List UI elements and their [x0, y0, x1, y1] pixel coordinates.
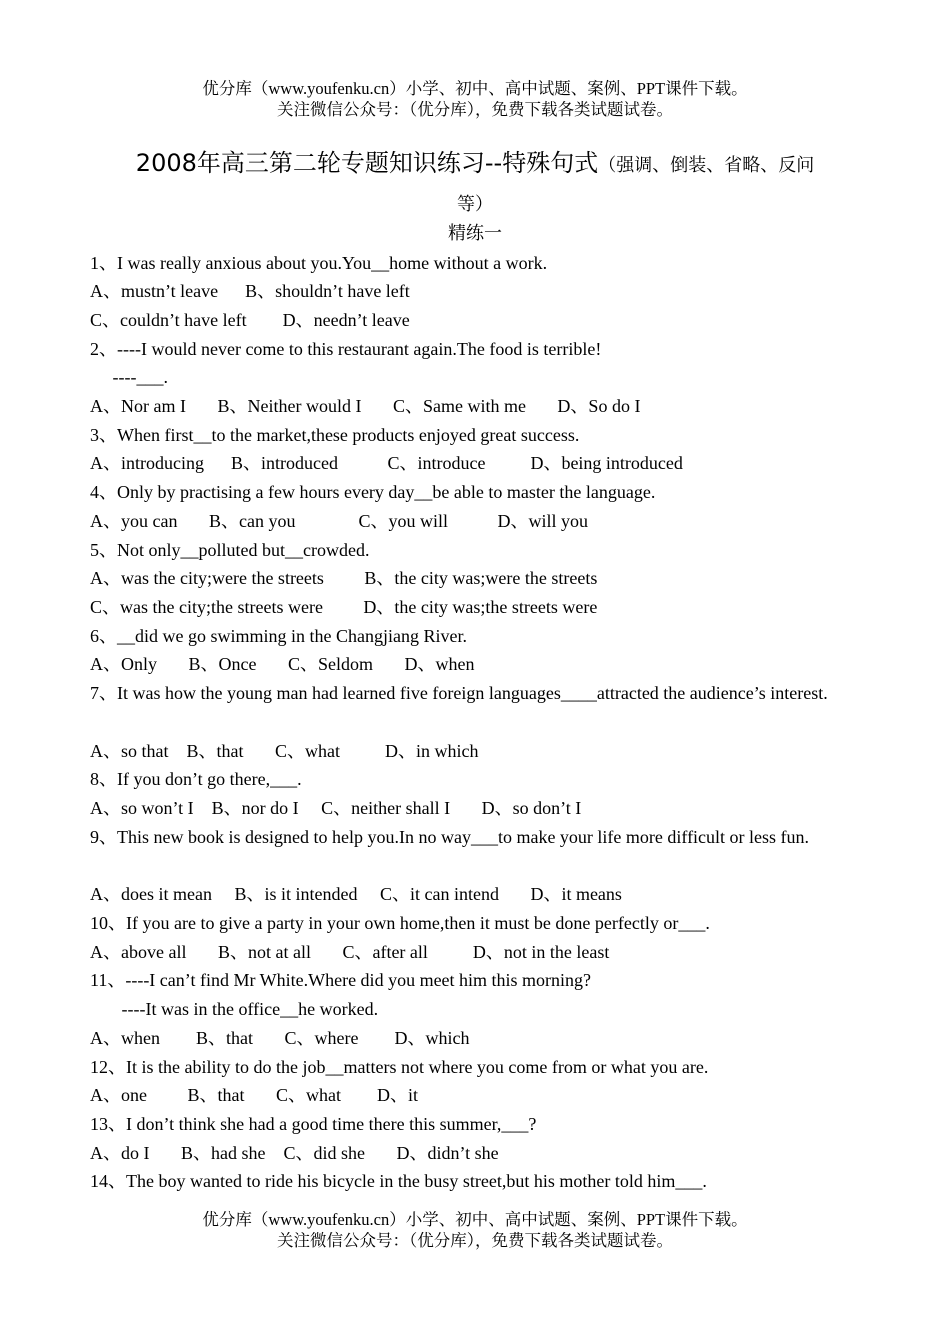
question-2: 2、----I would never come to this restaurant again.The food is terrible!	[90, 339, 602, 359]
question-1: 1、I was really anxious about you.You__home without a work.	[90, 253, 548, 273]
title-continuation: 等）	[457, 194, 493, 214]
question-8-options: A、so won’t I B、nor do I C、neither shall I D、so don’t I	[90, 798, 582, 818]
question-7-options: A、so that B、that C、what D、in which	[90, 741, 479, 761]
question-7	[90, 679, 850, 708]
document-title	[90, 148, 860, 181]
page-footer	[0, 1209, 950, 1251]
question-11-reply: ----It was in the office__he worked.	[90, 999, 379, 1019]
question-10-options: A、above all B、not at all C、after all D、not in the least	[90, 942, 610, 962]
question-4: 4、Only by practising a few hours every day__be able to master the language.	[90, 482, 656, 502]
question-9	[90, 823, 850, 852]
header-line-1: 优分库（www.youfenku.cn）小学、初中、高中试题、案例、PPT课件下载。	[202, 79, 748, 98]
question-11-options: A、when B、that C、where D、which	[90, 1028, 470, 1048]
page-header	[0, 78, 950, 120]
question-5-options-ab: A、was the city;were the streets B、the city was;were the streets	[90, 568, 598, 588]
section-heading: 精练一	[448, 223, 502, 243]
title-sub: （强调、倒装、省略、反问	[598, 155, 815, 176]
question-12-options: A、one B、that C、what D、it	[90, 1085, 418, 1105]
question-4-options: A、you can B、can you C、you will D、will you	[90, 511, 588, 531]
question-1-options-cd: C、couldn’t have left D、needn’t leave	[90, 310, 410, 330]
question-2-reply: ----___.	[90, 367, 168, 387]
question-5: 5、Not only__polluted but__crowded.	[90, 540, 370, 560]
question-6: 6、__did we go swimming in the Changjiang River.	[90, 626, 467, 646]
question-2-options: A、Nor am I B、Neither would I C、Same with me D、So do I	[90, 396, 641, 416]
question-3: 3、When first__to the market,these products enjoyed great success.	[90, 425, 580, 445]
question-5-options-cd: C、was the city;the streets were D、the city was;the streets were	[90, 597, 598, 617]
question-7-text: 7、It was how the young man had learned five foreign languages____attracted the audience’s interest.	[90, 683, 828, 703]
question-1-options-ab: A、mustn’t leave B、shouldn’t have left	[90, 281, 410, 301]
question-11: 11、----I can’t find Mr White.Where did you meet him this morning?	[90, 970, 592, 990]
question-13-options: A、do I B、had she C、did she D、didn’t she	[90, 1143, 499, 1163]
question-12: 12、It is the ability to do the job__matters not where you come from or what you are.	[90, 1057, 709, 1077]
question-10: 10、If you are to give a party in your own home,then it must be done perfectly or___.	[90, 913, 710, 933]
question-9-text: 9、This new book is designed to help you.In no way___to make your life more difficult or less fun.	[90, 827, 810, 847]
footer-line-2: 关注微信公众号：（优分库），免费下载各类试题试卷。	[277, 1231, 673, 1250]
question-6-options: A、Only B、Once C、Seldom D、when	[90, 654, 475, 674]
question-8: 8、If you don’t go there,___.	[90, 769, 302, 789]
question-9-options: A、does it mean B、is it intended C、it can intend D、it means	[90, 884, 622, 904]
question-13: 13、I don’t think she had a good time there this summer,___?	[90, 1114, 537, 1134]
title-main: 2008年高三第二轮专题知识练习--特殊句式	[135, 149, 599, 177]
question-14: 14、The boy wanted to ride his bicycle in the busy street,but his mother told him___.	[90, 1171, 707, 1191]
question-3-options: A、introducing B、introduced C、introduce D、being introduced	[90, 453, 683, 473]
header-line-2: 关注微信公众号：（优分库），免费下载各类试题试卷。	[277, 100, 673, 119]
footer-line-1: 优分库（www.youfenku.cn）小学、初中、高中试题、案例、PPT课件下载。	[202, 1210, 748, 1229]
